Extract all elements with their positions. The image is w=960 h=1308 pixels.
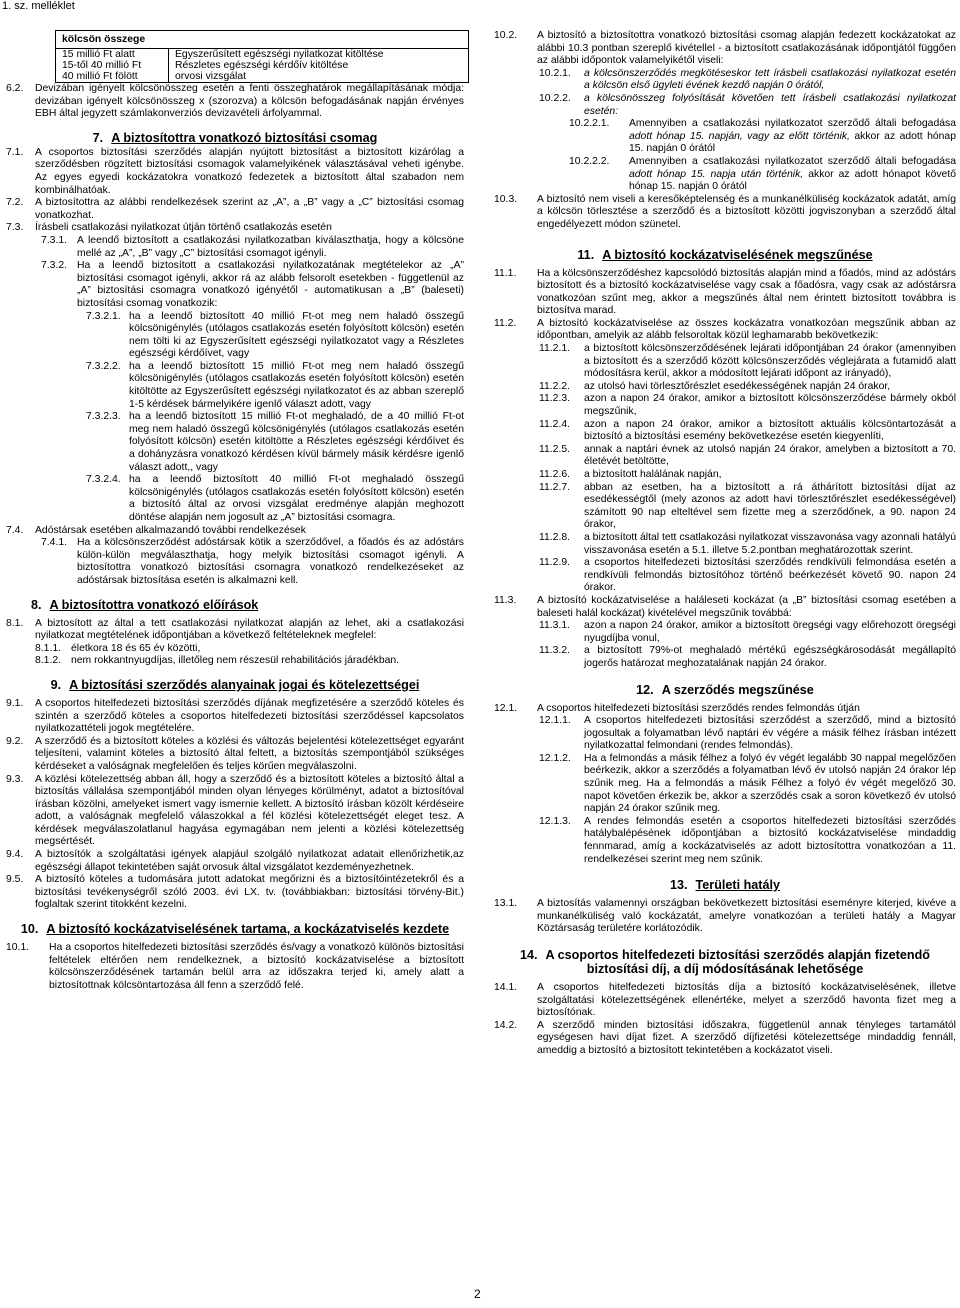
section-11-2-6 [494, 469, 956, 482]
section-text: A csoportos hitelfedezeti biztosítási szerződést a szerződő, mind a biztosító jogosultak a folyamatban lévő naptári év végére a másik félhez írásban intézett nyilatkozattal felmondani (rendes felmondás). [584, 715, 956, 752]
heading-number: 9. [50, 677, 62, 692]
requirement-cell: Részletes egészségi kérdőív kitöltése [169, 60, 469, 71]
section-text: ha a leendő biztosított 15 millió Ft-ot meghaladó, de a 40 millió Ft-ot meg nem haladó összegű kölcsönigénylés (utólagos csatlakozás esetén folyósított kölcsön) esetén kitöltötte a Részletes egészségi kérdőívet és a dohányzásra vonatkozó kérdésen kívül bármely másik kérdésre igenlő választ adott,, vagy [129, 411, 464, 473]
section-number: 8.1. [6, 617, 24, 629]
section-12-1-3 [494, 816, 956, 866]
section-number: 11.1. [494, 267, 517, 279]
section-number: 8.1.2. [35, 655, 61, 667]
heading-9 [6, 678, 464, 692]
section-number: 14.2. [494, 1019, 518, 1031]
section-7-2 [6, 197, 464, 222]
text-part: akkor az adott hónap 15. napján 0 órától [629, 130, 956, 155]
section-number: 9.2. [6, 735, 24, 747]
section-number: 11.2.7. [539, 481, 571, 493]
section-number: 13.1. [494, 898, 518, 910]
heading-14 [494, 948, 956, 976]
section-10-1 [6, 942, 464, 992]
heading-number: 13. [670, 878, 688, 893]
section-text: annak a naptári évnek az utolsó napján 24 órakor, amelyben a biztosított a 70. életévét betöltötte, [584, 443, 956, 468]
section-text: Írásbeli csatlakozási nyilatkozat útján történő csatlakozás esetén [35, 222, 332, 234]
section-9-2 [6, 736, 464, 774]
section-6-2 [6, 83, 464, 121]
loan-amount-table [55, 30, 469, 83]
section-text: a csoportos hitelfedezeti biztosítási szerződés rendkívüli felmondása esetén a rendkívüli felmondás biztosítóhoz történő beérkezését követő 90. napon 24 órakor. [584, 557, 956, 594]
heading-13 [494, 878, 956, 892]
section-7-4-1 [6, 537, 464, 587]
section-13-1 [494, 898, 956, 936]
section-text: A biztosított az által a tett csatlakozási nyilatkozat alapján az lehet, aki a csatlakozási nyilatkozat megtételének időpontjában a következő feltételeknek megfelel: [35, 617, 464, 642]
heading-10 [6, 922, 464, 936]
section-text: ha a leendő biztosított 40 millió Ft-ot meghaladó összegű kölcsönigénylés (utólagos csatlakozás esetén folyósított kölcsön) esetén a biztosító által az orvosi vizsgálat eredménye alapján meghozott döntése alapján nem jogosult az „A” biztosítási csomagra. [129, 474, 464, 523]
section-10-3 [494, 194, 956, 232]
text-part-italic: adott hónap 15. napja után történik, [629, 168, 804, 180]
section-number: 7.3.1. [41, 234, 67, 246]
loan-amount-cell: 15-től 40 millió Ft [56, 60, 169, 71]
heading-title: Területi hatály [695, 878, 780, 893]
section-text: A csoportos biztosítási szerződés alapján nyújtott biztosítást a biztosított kizárólag a szerződésben rögzített biztosítási csomagok valamelyikének választásával veheti igénybe. Az egyes egyedi kockázatokra vonatkozó fedezetek a biztosított által szabadon nem kombinálhatóak. [35, 146, 464, 196]
section-text: azon a napon 24 órakor, amikor a biztosított öregségi vagy előrehozott öregségi nyugdíjba vonul, [584, 620, 956, 644]
section-text: A biztosító a biztosítottra vonatkozó biztosítási csomag alapján fedezett kockázatokat az alábbi 10.3 pontban szereplő kivétellel - a biztosított csatlakozásának időpontjától függően az alábbi időpontok valamelyikétől viseli: [537, 30, 956, 67]
heading-number: 14. [520, 948, 538, 962]
section-text: A biztosító kockázatviselése az összes kockázatra vonatkozóan megszűnik abban az időpontban, amelyik az alább felsoroltak közül leghamarabb bekövetkezik: [537, 317, 956, 342]
section-number: 7.3.2.1. [86, 310, 121, 322]
section-14-2 [494, 1020, 956, 1058]
section-11-2-7 [494, 482, 956, 532]
section-7-3-2-4 [6, 474, 464, 524]
section-number: 7.3.2. [41, 260, 67, 272]
section-9-4 [6, 849, 464, 874]
section-number: 10.1. [6, 942, 30, 954]
loan-amount-cell: 40 millió Ft fölött [56, 71, 169, 83]
section-8-1-2 [6, 655, 464, 668]
section-14-1 [494, 982, 956, 1020]
section-text: a biztosított 79%-ot meghaladó mértékű egészségkárosodását megállapító jogerős határozat meghozatalának napján 24 órakor. [584, 645, 956, 669]
section-text: A szerződő és a biztosított köteles a közlési és változás bejelentési kötelezettséget egyaránt teljesíteni, valamint köteles a biztosító által feltett, a biztosítás szempontjából szükséges kérdéseket a valóságnak megfelelően és teljes körűen megválaszolni. [35, 735, 464, 772]
section-text: A biztosítás valamennyi országban bekövetkezett biztosítási eseményre kiterjed, kivéve a munkanélküliség való kockázatát, amelyre vonatkozóan a területi hatály a Magyar Köztársaság területére korlátozódik. [537, 898, 956, 935]
left-column [6, 30, 464, 992]
section-text: nem rokkantnyugdíjas, illetőleg nem részesül rehabilitációs járadékban. [71, 655, 400, 667]
section-text: ha a leendő biztosított 40 millió Ft-ot meg nem haladó összegű kölcsönigénylés (utólagos csatlakozás esetén folyósított kölcsön) esetén nem tölti ki az Egyszerűsített egészségi nyilatkozatot vagy a Részletes egészségi kérdőívet, vagy [129, 310, 464, 360]
section-text: a biztosított halálának napján, [584, 469, 722, 480]
section-number: 11.2.5. [539, 443, 571, 455]
section-text: a biztosított kölcsönszerződésének lejárati időpontjában 24 órakor (amennyiben a biztosított és a szerződő között kölcsönszerződés véglejárata a futamidő alatt módosításra kerül, akkor a módosított lejárati időpont az irányadó), [584, 343, 956, 380]
section-number: 10.2. [494, 30, 518, 41]
section-text: a kölcsönösszeg folyósítását követően tett írásbeli csatlakozási nyilatkozat esetén: [584, 92, 956, 117]
section-10-2 [494, 30, 956, 68]
section-10-2-2 [494, 93, 956, 118]
section-text: A biztosító kockázatviselése a haláleseti kockázat (a „B” biztosítási csomag esetében a baleseti halál kockázat) kivételével megszűnik továbbá: [537, 594, 956, 619]
loan-table-header: kölcsön összege [56, 31, 469, 49]
section-text: A csoportos hitelfedezeti biztosítási szerződés rendes felmondás útján [537, 702, 860, 714]
section-11-2-4 [494, 419, 956, 444]
section-text: Ha a csoportos hitelfedezeti biztosítási szerződés és/vagy a vonatkozó különös biztosítási feltételek eltérően nem rendelkeznek, a biztosító kockázatviselése a biztosított kölcsönszerződésének tartamán belül arra az időszakra terjed ki, amely alatt a biztosítottnak kölcsöntartozása áll fenn a szerződő felé. [49, 942, 464, 991]
loan-amount-cell: 15 millió Ft alatt [56, 49, 169, 61]
section-text: A szerződő minden biztosítási időszakra, függetlenül annak tényleges tartamától egységesen havi díjat fizet. A szerződő díjfizetési kötelezettsége mindaddig fennáll, ameddig a biztosító a biztosított tekintetében a kockázatot viseli. [537, 1019, 956, 1056]
section-number: 9.3. [6, 773, 24, 785]
section-11-3 [494, 595, 956, 620]
section-number: 11.3.1. [539, 620, 571, 632]
section-11-3-1 [494, 620, 956, 645]
section-text: a biztosított által tett csatlakozási nyilatkozat visszavonása vagy azonnali hatályú visszavonása esetén a 5.1. illetve 5.2.pontban meghatározottak szerint. [584, 531, 956, 556]
section-text: Adóstársak esetében alkalmazandó további rendelkezések [35, 524, 306, 536]
section-number: 10.3. [494, 193, 518, 205]
section-number: 10.2.2. [539, 92, 571, 104]
heading-11 [494, 248, 956, 262]
section-number: 11.2.1. [539, 343, 571, 355]
table-row [56, 49, 469, 61]
section-number: 11.2.8. [539, 531, 571, 543]
section-9-3 [6, 774, 464, 850]
section-text: Ha a leendő biztosított a csatlakozási nyilatkozatának megtételekor az „A” biztosítási csomagot igényli, akkor rá az alább felsorolt esetekben - függetlenül az „A” biztosítási csomagra vonatkozó igényétől - automatikusan a „B” (baleseti) biztosítási csomag vonatkozik: [77, 260, 464, 309]
heading-number: 8. [31, 597, 42, 612]
right-column [494, 30, 956, 1058]
section-11-2-2 [494, 381, 956, 394]
heading-8 [6, 598, 464, 612]
section-text: A csoportos hitelfedezeti biztosítás díja a biztosító kockázatviselésének, illetve szolgáltatási kötelezettségének ellenértéke, melyet a szerződő havonta fizet meg a biztosítónak. [537, 982, 956, 1019]
section-number: 11.2.4. [539, 418, 571, 430]
section-7-3-2-3 [6, 411, 464, 474]
section-12-1-2 [494, 753, 956, 816]
section-8-1 [6, 618, 464, 643]
heading-number: 7. [92, 130, 104, 145]
section-8-1-1 [6, 643, 464, 656]
section-number: 14.1. [494, 982, 518, 993]
appendix-label: 1. sz. melléklet [2, 0, 75, 12]
section-11-2-3 [494, 393, 956, 418]
section-number: 11.2. [494, 317, 517, 329]
section-number: 12.1.1. [539, 715, 571, 727]
section-number: 7.3.2.2. [86, 360, 121, 372]
section-text: A csoportos hitelfedezeti biztosítási szerződés díjának megfizetésére a szerződő köteles és szintén a szerződő köteles a csoportos hitelfedezeti biztosítási szerződéssel kapcsolatos nyilatkozattételi jogok megtételére. [35, 697, 464, 735]
section-number: 11.2.3. [539, 393, 571, 405]
section-11-2-1 [494, 343, 956, 381]
section-10-2-2-2 [494, 156, 956, 194]
section-number: 11.3. [494, 594, 517, 606]
section-text: A biztosító köteles a tudomására jutott adatokat megőrizni és a biztosítóintézetekről és a biztosítási tevékenységről szóló 2003. évi LX. tv. (továbbiakban: biztosítási törvény-Bit.) foglaltak szerint titokként kezelni. [35, 874, 464, 911]
section-text: A biztosítottra az alábbi rendelkezések szerint az „A”, a „B” vagy a „C” biztosítási csomag vonatkozhat. [35, 197, 464, 221]
section-number: 11.2.2. [539, 380, 571, 392]
section-text [629, 156, 956, 194]
section-7-3-2 [6, 260, 464, 310]
section-9-5 [6, 874, 464, 912]
section-7-3-1 [6, 235, 464, 260]
section-7-3-2-2 [6, 361, 464, 411]
section-number: 7.2. [6, 197, 24, 209]
section-7-3-2-1 [6, 311, 464, 361]
section-text: A rendes felmondás esetén a csoportos hitelfedezeti biztosítási szerződés hatálybalépésének időpontjában a biztosító kockázatviselése mindaddig fennmarad, amíg a kockázatviselés az adott biztosítottra vonatkozóan a 11. rendelkezései szerint meg nem szűnik. [584, 815, 956, 865]
section-number: 9.5. [6, 874, 24, 886]
section-number: 6.2. [6, 83, 24, 94]
section-number: 7.1. [6, 146, 24, 158]
section-number: 8.1.1. [35, 642, 61, 654]
section-number: 10.2.1. [539, 67, 571, 79]
section-text [629, 118, 956, 156]
section-text: Devizában igényelt kölcsönösszeg esetén a fenti összeghatárok megállapításának módja: devizában igényelt kölcsönösszeg x (szorozva) a kölcsön befogadásának napján érvényes EBH által jegyzett számlakonverziós devizavételi árfolyammal. [35, 83, 464, 120]
heading-title: A biztosítottra vonatkozó előírások [49, 597, 259, 612]
section-text: a kölcsönszerződés megkötéseskor tett írásbeli csatlakozási nyilatkozat esetén a kölcsön első ügyleti évének kezdő napján 0 órától, [584, 67, 956, 92]
section-10-2-1 [494, 68, 956, 93]
requirement-cell: Egyszerűsített egészségi nyilatkozat kitöltése [169, 49, 469, 61]
table-row [56, 60, 469, 71]
section-number: 10.2.2.1. [569, 118, 610, 130]
heading-title: A csoportos hitelfedezeti biztosítási szerződés alapján fizetendő biztosítási díj, a díj módosításának lehetősége [545, 948, 930, 976]
heading-7 [6, 131, 464, 145]
section-10-2-2-1 [494, 118, 956, 156]
section-7-1 [6, 147, 464, 197]
section-text: A leendő biztosított a csatlakozási nyilatkozatban kiválaszthatja, hogy a kölcsöne mellé az „A”, „B” vagy „C” biztosítási csomagot igényli. [77, 234, 464, 259]
section-number: 11.2.6. [539, 469, 571, 480]
text-part: akkor az adott hónapot követő hónap 15. napján 0 órától [629, 168, 956, 193]
section-number: 12.1. [494, 702, 518, 714]
heading-number: 12. [636, 682, 654, 697]
heading-title: A biztosítási szerződés alanyainak jogai és kötelezettségei [69, 677, 420, 692]
section-number: 7.4.1. [41, 537, 67, 549]
section-number: 11.3.2. [539, 645, 571, 657]
section-number: 12.1.2. [539, 752, 571, 764]
section-7-4 [6, 525, 464, 538]
section-text: életkora 18 és 65 év közötti, [71, 642, 201, 654]
section-number: 7.3.2.4. [86, 474, 121, 486]
section-11-2-5 [494, 444, 956, 469]
heading-12 [494, 683, 956, 697]
section-number: 12.1.3. [539, 815, 571, 827]
section-11-1 [494, 268, 956, 318]
section-number: 7.3.2.3. [86, 411, 121, 423]
section-11-2-8 [494, 532, 956, 557]
heading-number: 11. [577, 247, 595, 262]
section-number: 9.1. [6, 697, 24, 709]
section-text: Ha a kölcsönszerződéshez kapcsolódó biztosítás alapján mind a főadós, mind az adóstárs biztosított és a biztosító kockázatviselése vagy csak a főadósra, vagy csak az adóstársra vonatkozóan szűnt meg, akkor a megszűnés által nem érintett biztosított továbbra is biztosítva marad. [537, 267, 956, 317]
section-text: Ha a felmondás a másik félhez a folyó év végét legalább 30 nappal megelőzően beérkezik, akkor a szerződés a folyamatban lévő év utolsó napján 24 órakor lép szűnik meg. Ha a felmondás a másik Félhez a folyó év végét megelőző 30. napot követően érkezik be, akkor a szerződés csak a soron következő év utolsó napján 24 órakor szűnik meg. [584, 752, 956, 815]
heading-number: 10. [20, 922, 39, 937]
heading-title: A biztosító kockázatviselésének megszűnése [602, 247, 873, 262]
page-number: 2 [474, 1287, 481, 1301]
section-11-2-9 [494, 557, 956, 595]
section-12-1-1 [494, 715, 956, 753]
heading-title: A biztosító kockázatviselésének tartama, a kockázatviselés kezdete [46, 922, 450, 937]
section-11-2 [494, 318, 956, 343]
section-text: azon a napon 24 órakor, amikor a biztosított aktuális kölcsöntartozását a biztosító a biztosítási esemény bekövetkezése esetén kiegyenlíti, [584, 418, 956, 443]
section-text: A biztosítók a szolgáltatási igények alapjául szolgáló nyilatkozat adatait ellenőrizhetik,az egészségi állapot tekintetében saját orvosuk által vizsgálatot kezdeményezhetnek. [35, 849, 464, 873]
text-part: Amennyiben a csatlakozási nyilatkozatot szerződő általi befogadása [629, 118, 956, 130]
section-text: azon a napon 24 órakor, amikor a biztosított kölcsönszerződése bármely okból megszűnik, [584, 393, 956, 418]
section-number: 10.2.2.2. [569, 155, 610, 167]
section-11-3-2 [494, 645, 956, 670]
heading-title: A szerződés megszűnése [661, 682, 814, 697]
heading-title: A biztosítottra vonatkozó biztosítási csomag [111, 130, 378, 145]
section-12-1 [494, 703, 956, 716]
section-text: A biztosító nem viseli a keresőképtelenség és a munkanélküliség kockázatok adatát, amíg a kölcsön törlesztése a szerződő és a biztosított közötti jogviszonyban a szerződő által engedélyezett módon szünetel. [537, 193, 956, 230]
section-7-3 [6, 222, 464, 235]
section-9-1 [6, 698, 464, 736]
section-text: ha a leendő biztosított 15 millió Ft-ot meg nem haladó összegű kölcsönigénylés (utólagos csatlakozás esetén folyósított kölcsön) esetén kitöltötte az Egyszerűsített egészségi nyilatkozatot és az abban szereplő 1-5 kérdések bármelyikére igenlő választ adott, vagy [129, 360, 464, 410]
section-number: 11.2.9. [539, 557, 571, 569]
section-number: 7.4. [6, 524, 24, 536]
section-number: 9.4. [6, 849, 24, 861]
section-text: A közlési kötelezettség abban áll, hogy a szerződő és a biztosított köteles a biztosító által a biztosítás vállalása szempontjából minden olyan lényeges körülményt, adatot a biztosítóval írásban közölni, amelyeket ismert vagy ismernie kellett. A biztosító írásban közölt kérdéseire adott, a valóságnak megfelelő válaszokkal a fél közlési kötelezettségét eleget tesz. A kérdések megválaszolatlanul hagyása egymagában nem jelenti a közlési kötelezettség megsértését. [35, 773, 464, 848]
section-number: 7.3. [6, 222, 24, 234]
text-part: Amennyiben a csatlakozási nyilatkozatot szerződő általi befogadása [629, 155, 956, 167]
table-row [56, 71, 469, 83]
section-text: Ha a kölcsönszerződést adóstársak kötik a szerződővel, a főadós és az adóstárs külön-külön megválaszthatja, hogy melyik biztosítási csomagot igényli. A biztosítottra vonatkozó biztosítási csomagra vonatkozó rendelkezéseket az adóstársak biztosítása esetén is alkalmazni kell. [77, 537, 464, 586]
text-part-italic: adott hónap 15. napján, vagy az előtt történik, [629, 130, 850, 142]
section-text: az utolsó havi törlesztőrészlet esedékességének napján 24 órakor, [584, 380, 891, 392]
requirement-cell: orvosi vizsgálat [169, 71, 469, 83]
section-text: abban az esetben, ha a biztosított a rá áthárított biztosítási díjat az esedékességtől (mely azonos az adott havi törlesztőrészlet esedékességével) számított 90 nap elteltével sem fizette meg a szerződőnek, a 90. napon 24 órakor, [584, 481, 956, 531]
